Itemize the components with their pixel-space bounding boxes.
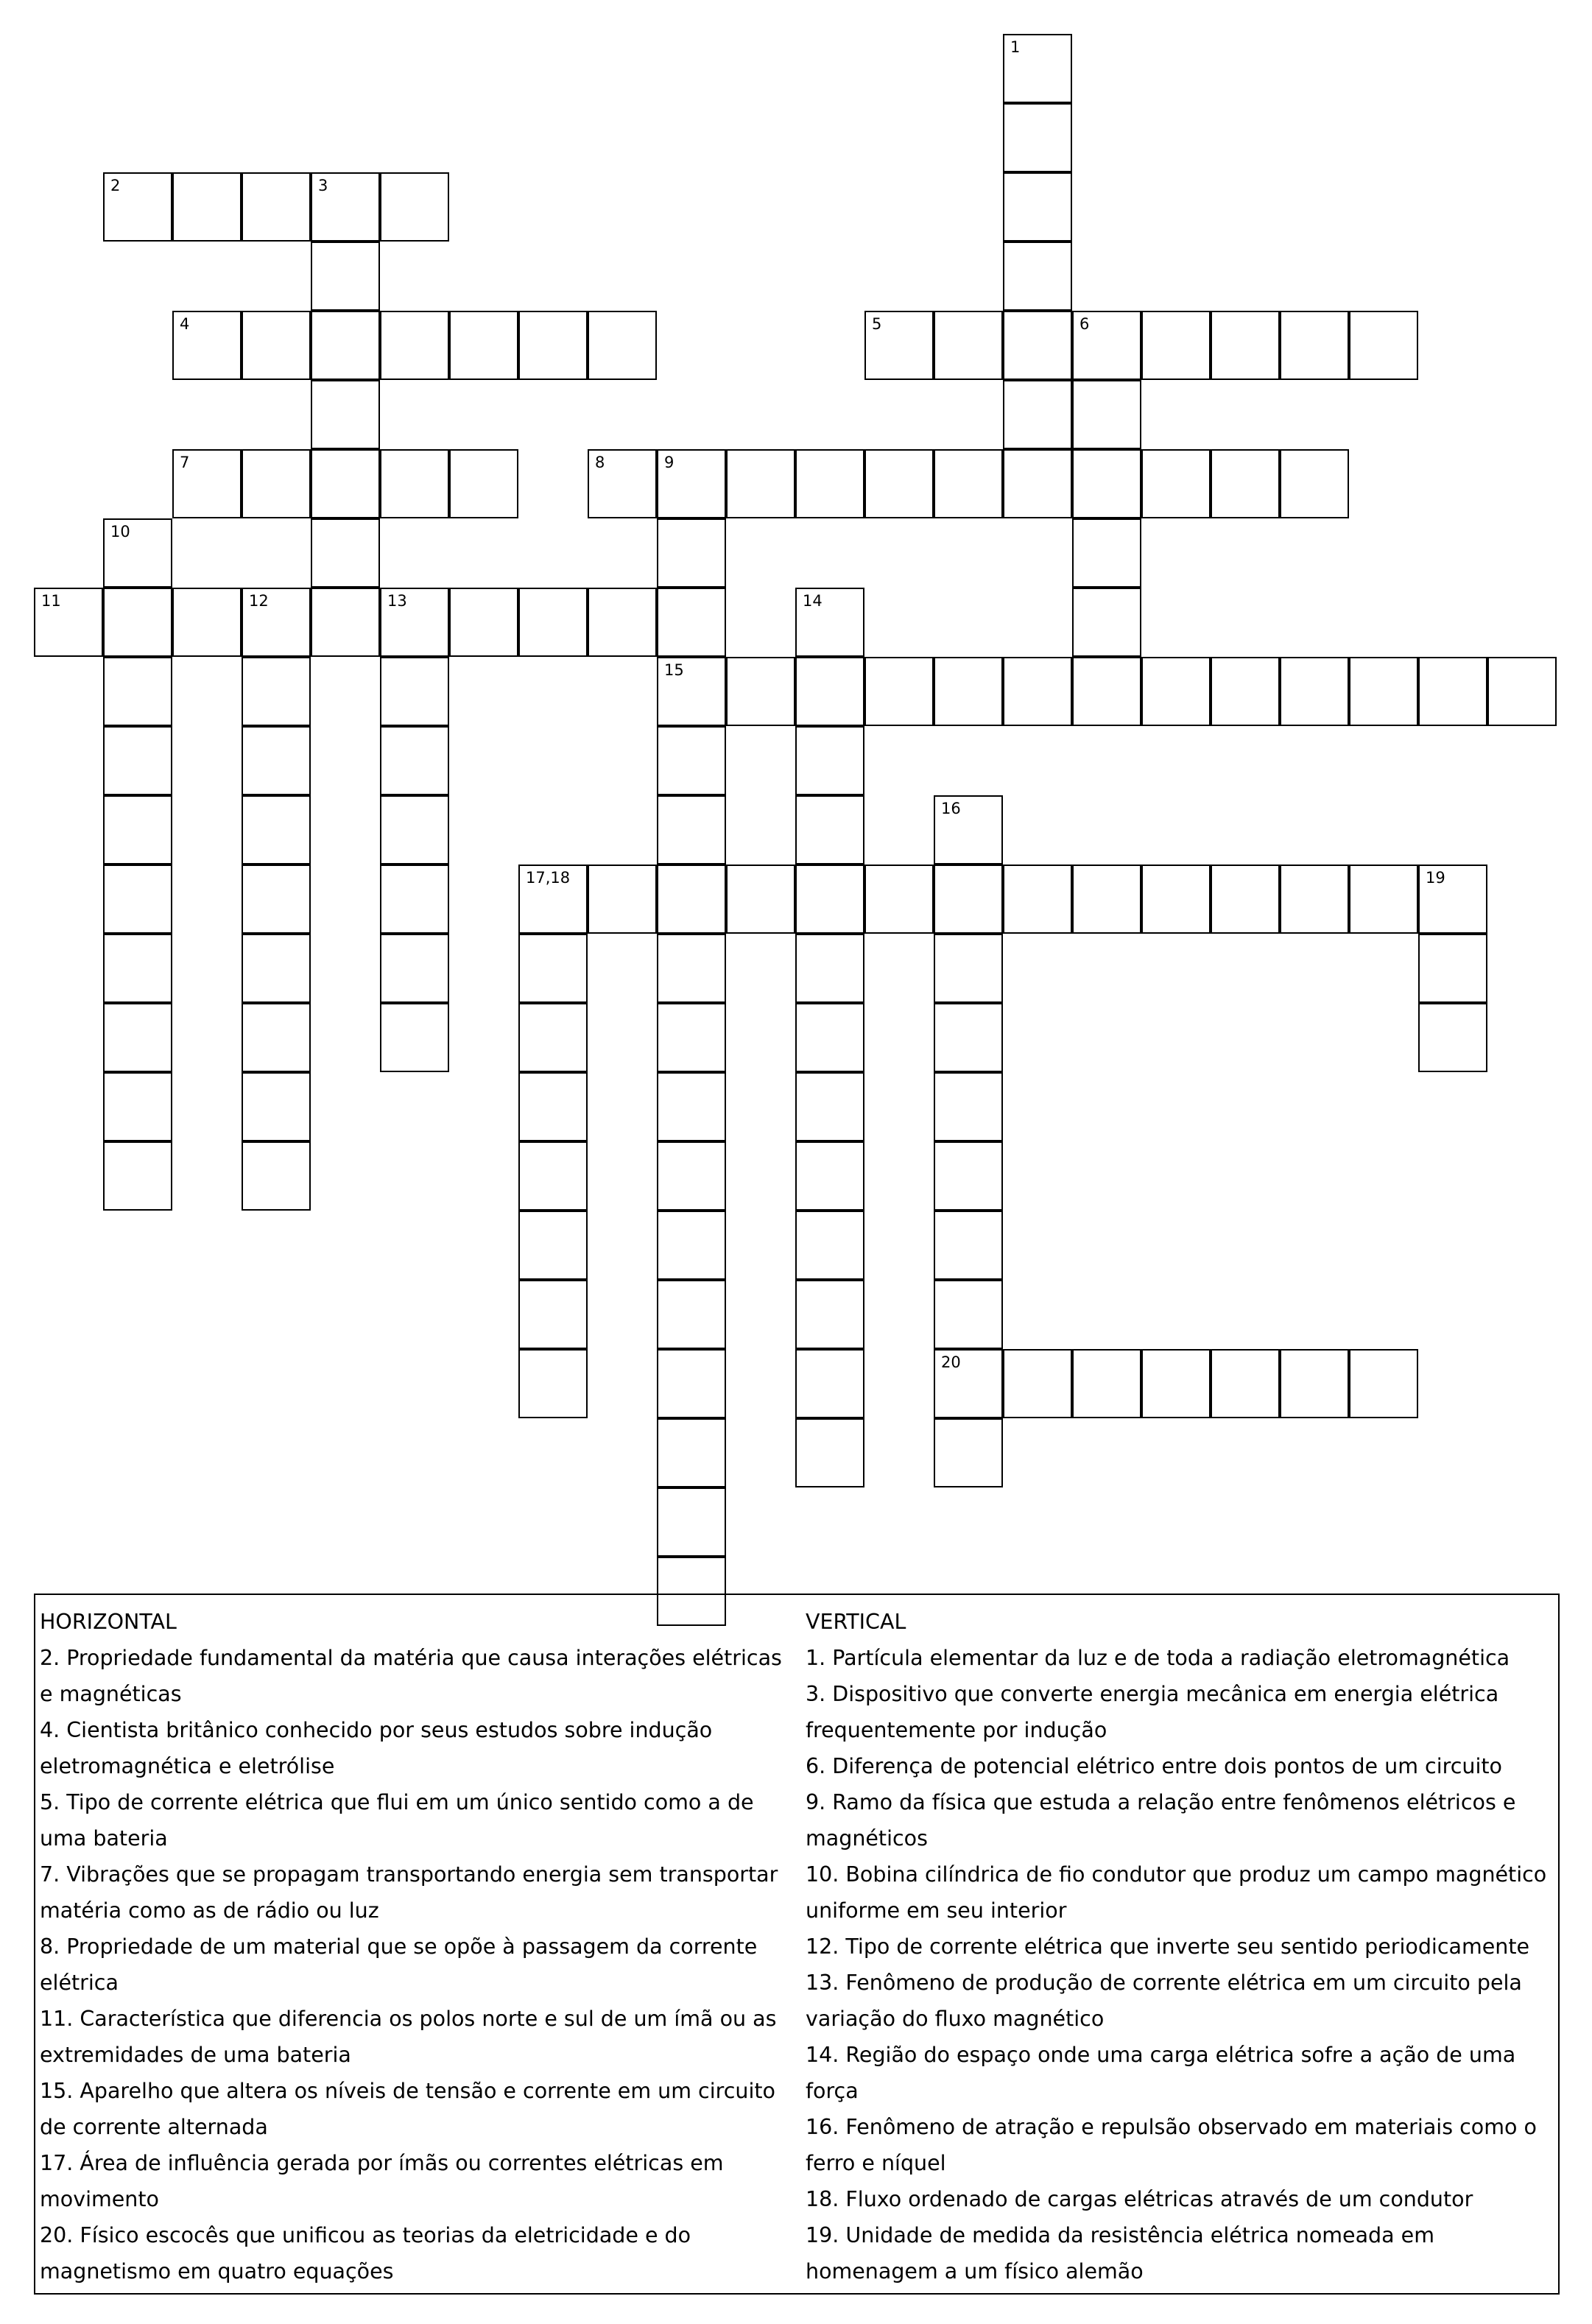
crossword-cell[interactable] <box>726 865 795 934</box>
crossword-cell[interactable] <box>242 726 311 795</box>
crossword-cell[interactable] <box>795 1072 864 1141</box>
crossword-cell[interactable] <box>934 1349 1003 1418</box>
crossword-cell[interactable] <box>657 1349 726 1418</box>
crossword-cell[interactable] <box>864 311 934 380</box>
crossword-cell[interactable] <box>657 1211 726 1280</box>
crossword-cell[interactable] <box>242 934 311 1003</box>
vertical-clue-9: 9. Ramo da física que estuda a relação entre fenômenos elétricos e magnéticos <box>806 1790 1516 1851</box>
crossword-cell[interactable] <box>795 449 864 518</box>
crossword-cell[interactable] <box>934 311 1003 380</box>
clue-number: 2 <box>110 177 121 194</box>
crossword-cell[interactable] <box>103 726 172 795</box>
crossword-cell[interactable] <box>242 311 311 380</box>
crossword-cell[interactable] <box>311 380 380 449</box>
crossword-cell[interactable] <box>657 934 726 1003</box>
crossword-cell[interactable] <box>311 449 380 518</box>
crossword-cell[interactable] <box>1003 242 1072 311</box>
crossword-cell[interactable] <box>657 1072 726 1141</box>
crossword-cell[interactable] <box>1003 103 1072 172</box>
crossword-cell[interactable] <box>1072 449 1141 518</box>
crossword-cell[interactable] <box>380 795 449 865</box>
crossword-cell[interactable] <box>1280 449 1349 518</box>
crossword-cell[interactable] <box>518 588 588 657</box>
crossword-cell[interactable] <box>1349 311 1418 380</box>
crossword-cell[interactable] <box>380 311 449 380</box>
crossword-cell[interactable] <box>795 726 864 795</box>
clue-number: 20 <box>941 1353 961 1371</box>
horizontal-clue-8: 8. Propriedade de um material que se opõe à passagem da corrente elétrica <box>40 1934 758 1995</box>
crossword-cell[interactable] <box>588 588 657 657</box>
crossword-cell[interactable] <box>1211 449 1280 518</box>
crossword-cell[interactable] <box>934 657 1003 726</box>
crossword-cell[interactable] <box>1003 449 1072 518</box>
crossword-cell[interactable] <box>311 588 380 657</box>
crossword-cell[interactable] <box>1003 380 1072 449</box>
crossword-cell[interactable] <box>518 1211 588 1280</box>
horizontal-clue-2: 2. Propriedade fundamental da matéria que causa interações elétricas e magnéticas <box>40 1646 782 1706</box>
clue-number: 4 <box>180 315 190 333</box>
crossword-cell[interactable] <box>1141 657 1211 726</box>
crossword-cell[interactable] <box>657 1280 726 1349</box>
crossword-cell[interactable] <box>1211 657 1280 726</box>
crossword-cell[interactable] <box>172 588 242 657</box>
vertical-clue-14: 14. Região do espaço onde uma carga elétrica sofre a ação de uma força <box>806 2043 1516 2103</box>
clue-number: 6 <box>1079 315 1090 333</box>
crossword-cell[interactable] <box>242 865 311 934</box>
crossword-cell[interactable] <box>934 795 1003 865</box>
clue-number: 8 <box>595 454 605 471</box>
crossword-cell[interactable] <box>103 934 172 1003</box>
crossword-cell[interactable] <box>311 242 380 311</box>
crossword-cell[interactable] <box>311 518 380 588</box>
crossword-cell[interactable] <box>311 311 380 380</box>
crossword-cell[interactable] <box>864 865 934 934</box>
crossword-cell[interactable] <box>934 449 1003 518</box>
crossword-cell[interactable] <box>380 449 449 518</box>
crossword-cell[interactable] <box>657 1487 726 1557</box>
clue-number: 11 <box>41 592 61 610</box>
crossword-cell[interactable] <box>1280 657 1349 726</box>
crossword-cell[interactable] <box>657 1418 726 1487</box>
crossword-cell[interactable] <box>1141 311 1211 380</box>
crossword-cell[interactable] <box>795 1349 864 1418</box>
crossword-cell[interactable] <box>795 1211 864 1280</box>
crossword-cell[interactable] <box>1349 865 1418 934</box>
crossword-cell[interactable] <box>380 934 449 1003</box>
crossword-cell[interactable] <box>311 172 380 242</box>
crossword-cell[interactable] <box>1211 1349 1280 1418</box>
crossword-cell[interactable] <box>795 588 864 657</box>
crossword-cell[interactable] <box>1141 1349 1211 1418</box>
crossword-cell[interactable] <box>934 1141 1003 1211</box>
clue-number: 12 <box>249 592 269 610</box>
crossword-cell[interactable] <box>1349 1349 1418 1418</box>
vertical-clue-6: 6. Diferença de potencial elétrico entre dois pontos de um circuito <box>806 1754 1502 1778</box>
crossword-cell[interactable] <box>795 865 864 934</box>
crossword-cell[interactable] <box>380 657 449 726</box>
clue-number: 17,18 <box>526 869 571 887</box>
crossword-cell[interactable] <box>172 172 242 242</box>
crossword-cell[interactable] <box>1072 1349 1141 1418</box>
clue-number: 9 <box>664 454 675 471</box>
crossword-cell[interactable] <box>103 1141 172 1211</box>
crossword-cell[interactable] <box>103 865 172 934</box>
crossword-cell[interactable] <box>34 588 103 657</box>
crossword-cell[interactable] <box>242 1072 311 1141</box>
crossword-cell[interactable] <box>449 588 518 657</box>
crossword-cell[interactable] <box>726 449 795 518</box>
crossword-cell[interactable] <box>1280 1349 1349 1418</box>
crossword-cell[interactable] <box>380 726 449 795</box>
horizontal-clue-20: 20. Físico escocês que unificou as teorias da eletricidade e do magnetismo em quatro equações <box>40 2223 691 2283</box>
clue-number: 7 <box>180 454 190 471</box>
crossword-cell[interactable] <box>1280 311 1349 380</box>
crossword-cell[interactable] <box>242 1003 311 1072</box>
crossword-cell[interactable] <box>588 449 657 518</box>
vertical-clue-19: 19. Unidade de medida da resistência elétrica nomeada em homenagem a um físico alemão <box>806 2223 1434 2283</box>
crossword-cell[interactable] <box>103 518 172 588</box>
crossword-cell[interactable] <box>242 795 311 865</box>
horizontal-clue-7: 7. Vibrações que se propagam transportando energia sem transportar matéria como as de rádio ou luz <box>40 1862 778 1923</box>
clue-number: 15 <box>664 661 684 679</box>
crossword-cell[interactable] <box>518 1280 588 1349</box>
crossword-cell[interactable] <box>1072 865 1141 934</box>
crossword-cell[interactable] <box>795 1280 864 1349</box>
crossword-cell[interactable] <box>1418 934 1487 1003</box>
horizontal-clue-11: 11. Característica que diferencia os polos norte e sul de um ímã ou as extremidades de uma bateria <box>40 2007 777 2067</box>
vertical-clue-3: 3. Dispositivo que converte energia mecânica em energia elétrica frequentemente por indução <box>806 1682 1499 1742</box>
crossword-cell[interactable] <box>934 1072 1003 1141</box>
crossword-cell[interactable] <box>242 172 311 242</box>
crossword-cell[interactable] <box>795 657 864 726</box>
crossword-cell[interactable] <box>1003 865 1072 934</box>
crossword-cell[interactable] <box>657 588 726 657</box>
vertical-clues <box>806 1604 1557 2289</box>
crossword-cell[interactable] <box>242 1141 311 1211</box>
crossword-cell[interactable] <box>1141 865 1211 934</box>
crossword-cell[interactable] <box>1003 657 1072 726</box>
crossword-cell[interactable] <box>657 795 726 865</box>
crossword-cell[interactable] <box>172 311 242 380</box>
clue-number: 1 <box>1010 38 1021 56</box>
clue-number: 19 <box>1426 869 1445 887</box>
horizontal-clue-4: 4. Cientista britânico conhecido por seus estudos sobre indução eletromagnética e eletrólise <box>40 1718 713 1778</box>
clue-number: 10 <box>110 523 130 540</box>
crossword-cell[interactable] <box>518 1141 588 1211</box>
vertical-clue-18: 18. Fluxo ordenado de cargas elétricas através de um condutor <box>806 2187 1473 2211</box>
crossword-cell[interactable] <box>795 934 864 1003</box>
crossword-cell[interactable] <box>518 934 588 1003</box>
crossword-cell[interactable] <box>864 657 934 726</box>
vertical-clue-12: 12. Tipo de corrente elétrica que inverte seu sentido periodicamente <box>806 1934 1530 1959</box>
crossword-cell[interactable] <box>1418 1003 1487 1072</box>
crossword-cell[interactable] <box>1003 172 1072 242</box>
crossword-cell[interactable] <box>380 172 449 242</box>
crossword-cell[interactable] <box>934 1280 1003 1349</box>
crossword-cell[interactable] <box>103 172 172 242</box>
crossword-cell[interactable] <box>380 588 449 657</box>
crossword-cell[interactable] <box>1141 449 1211 518</box>
crossword-cell[interactable] <box>934 865 1003 934</box>
crossword-cell[interactable] <box>934 1003 1003 1072</box>
horizontal-clue-15: 15. Aparelho que altera os níveis de tensão e corrente em um circuito de corrente alternada <box>40 2079 775 2139</box>
crossword-cell[interactable] <box>864 449 934 518</box>
crossword-cell[interactable] <box>1418 657 1487 726</box>
horizontal-clues <box>40 1604 798 2289</box>
crossword-cell[interactable] <box>1072 380 1141 449</box>
crossword-cell[interactable] <box>172 449 242 518</box>
vertical-clue-16: 16. Fenômeno de atração e repulsão observado em materiais como o ferro e níquel <box>806 2115 1537 2175</box>
crossword-cell[interactable] <box>380 1003 449 1072</box>
crossword-cell[interactable] <box>103 588 172 657</box>
crossword-cell[interactable] <box>1418 865 1487 934</box>
crossword-cell[interactable] <box>795 795 864 865</box>
crossword-cell[interactable] <box>103 795 172 865</box>
crossword-cell[interactable] <box>795 1418 864 1487</box>
clue-number: 14 <box>803 592 823 610</box>
crossword-cell[interactable] <box>1003 34 1072 103</box>
crossword-cell[interactable] <box>657 1141 726 1211</box>
vertical-clue-1: 1. Partícula elementar da luz e de toda a radiação eletromagnética <box>806 1646 1510 1670</box>
crossword-cell[interactable] <box>934 1211 1003 1280</box>
crossword-cell[interactable] <box>795 1141 864 1211</box>
crossword-cell[interactable] <box>449 311 518 380</box>
crossword-cell[interactable] <box>657 865 726 934</box>
crossword-cell[interactable] <box>1072 311 1141 380</box>
crossword-cell[interactable] <box>518 1003 588 1072</box>
crossword-cell[interactable] <box>657 518 726 588</box>
crossword-cell[interactable] <box>1072 518 1141 588</box>
vertical-clue-13: 13. Fenômeno de produção de corrente elétrica em um circuito pela variação do fluxo magnético <box>806 1971 1522 2031</box>
crossword-cell[interactable] <box>103 1003 172 1072</box>
horizontal-heading: HORIZONTAL <box>40 1610 177 1634</box>
clue-number: 13 <box>387 592 407 610</box>
crossword-cell[interactable] <box>103 657 172 726</box>
clues-box <box>34 1594 1560 2295</box>
crossword-cell[interactable] <box>449 449 518 518</box>
crossword-cell[interactable] <box>1487 657 1557 726</box>
clue-number: 5 <box>872 315 882 333</box>
crossword-cell[interactable] <box>1072 657 1141 726</box>
crossword-cell[interactable] <box>518 1072 588 1141</box>
crossword-cell[interactable] <box>657 1003 726 1072</box>
crossword-cell[interactable] <box>242 657 311 726</box>
crossword-cell[interactable] <box>657 726 726 795</box>
crossword-cell[interactable] <box>380 865 449 934</box>
horizontal-clue-17: 17. Área de influência gerada por ímãs ou correntes elétricas em movimento <box>40 2151 724 2211</box>
crossword-cell[interactable] <box>1211 865 1280 934</box>
crossword-cell[interactable] <box>242 449 311 518</box>
crossword-cell[interactable] <box>518 1349 588 1418</box>
crossword-cell[interactable] <box>934 934 1003 1003</box>
crossword-cell[interactable] <box>657 657 726 726</box>
crossword-cell[interactable] <box>103 1072 172 1141</box>
crossword-cell[interactable] <box>657 449 726 518</box>
crossword-cell[interactable] <box>1211 311 1280 380</box>
crossword-cell[interactable] <box>518 865 588 934</box>
crossword-cell[interactable] <box>726 657 795 726</box>
crossword-cell[interactable] <box>1003 1349 1072 1418</box>
crossword-cell[interactable] <box>1280 865 1349 934</box>
crossword-cell[interactable] <box>1003 311 1072 380</box>
crossword-cell[interactable] <box>518 311 588 380</box>
crossword-cell[interactable] <box>1072 588 1141 657</box>
clue-number: 16 <box>941 800 961 817</box>
crossword-cell[interactable] <box>934 1418 1003 1487</box>
clue-number: 3 <box>318 177 328 194</box>
crossword-cell[interactable] <box>242 588 311 657</box>
crossword-cell[interactable] <box>588 865 657 934</box>
crossword-cell[interactable] <box>1349 657 1418 726</box>
crossword-cell[interactable] <box>588 311 657 380</box>
crossword-cell[interactable] <box>795 1003 864 1072</box>
horizontal-clue-5: 5. Tipo de corrente elétrica que flui em um único sentido como a de uma bateria <box>40 1790 754 1851</box>
vertical-clue-10: 10. Bobina cilíndrica de fio condutor que produz um campo magnético uniforme em seu interior <box>806 1862 1547 1923</box>
vertical-heading: VERTICAL <box>806 1610 906 1634</box>
